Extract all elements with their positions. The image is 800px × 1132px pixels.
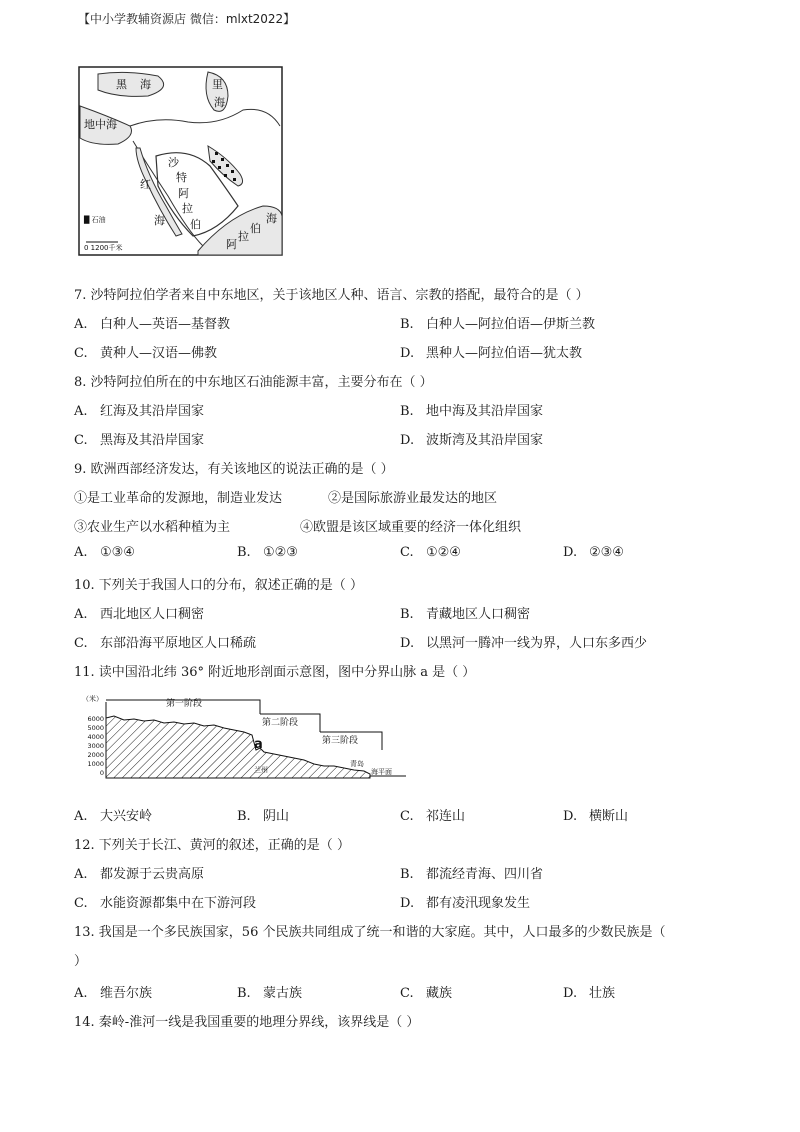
q13-option-a[interactable]: A. 维吾尔族	[74, 986, 153, 1001]
question-13-cont: ）	[74, 954, 88, 969]
map-label-caspian-2: 海	[214, 96, 225, 109]
q7-option-a[interactable]: A. 白种人—英语—基督教	[74, 317, 231, 332]
ytick-1000: 1000	[87, 760, 104, 768]
q12-option-c[interactable]: C. 水能资源都集中在下游河段	[74, 896, 257, 911]
question-9: 9. 欧洲西部经济发达，有关该地区的说法正确的是（ ）	[74, 462, 394, 477]
terrain-area	[106, 716, 370, 778]
q9-option-b[interactable]: B. ①②③	[237, 545, 298, 560]
q9-option-d[interactable]: D. ②③④	[563, 545, 624, 560]
step-2-label: 第二阶段	[262, 718, 299, 728]
q9-option-c[interactable]: C. ①②④	[400, 545, 461, 560]
q8-option-d[interactable]: D. 波斯湾及其沿岸国家	[400, 433, 544, 448]
q11-option-d[interactable]: D. 横断山	[563, 809, 629, 824]
q10-option-c[interactable]: C. 东部沿海平原地区人口稀疏	[74, 636, 257, 651]
q12-option-b[interactable]: B. 都流经青海、四川省	[400, 867, 544, 882]
q7-option-c[interactable]: C. 黄种人—汉语—佛教	[74, 346, 218, 361]
question-10: 10. 下列关于我国人口的分布，叙述正确的是（ ）	[74, 578, 363, 593]
q9-statement-1: ①是工业革命的发源地，制造业发达	[74, 491, 283, 506]
map-label-mediterranean: 地中海	[84, 118, 117, 131]
ytick-4000: 4000	[87, 733, 104, 741]
question-7: 7. 沙特阿拉伯学者来自中东地区，关于该地区人种、语言、宗教的搭配，最符合的是（ ）	[74, 288, 589, 303]
ytick-2000: 2000	[87, 751, 104, 759]
map-label-saudi-3: 阿	[178, 187, 189, 200]
q10-option-d[interactable]: D. 以黑河一腾冲一线为界，人口东多西少	[400, 636, 648, 651]
ytick-0: 0	[99, 769, 104, 777]
q9-option-a[interactable]: A. ①③④	[74, 545, 135, 560]
step-1-label: 第一阶段	[166, 699, 203, 709]
mountain-a-label: a	[254, 737, 263, 752]
map-label-red-sea-2: 海	[154, 214, 165, 227]
map-label-caspian: 里	[212, 78, 223, 91]
q10-option-b[interactable]: B. 青藏地区人口稠密	[400, 607, 531, 622]
map-label-saudi-4: 拉	[182, 202, 193, 215]
q11-option-c[interactable]: C. 祁连山	[400, 809, 466, 824]
q11-option-a[interactable]: A. 大兴安岭	[74, 809, 153, 824]
q8-option-a[interactable]: A. 红海及其沿岸国家	[74, 404, 205, 419]
map-label-saudi-5: 伯	[190, 218, 201, 231]
question-12: 12. 下列关于长江、黄河的叙述，正确的是（ ）	[74, 838, 350, 853]
q8-option-b[interactable]: B. 地中海及其沿岸国家	[400, 404, 544, 419]
terrain-profile-diagram	[74, 690, 414, 790]
q9-statement-3: ③农业生产以水稻种植为主	[74, 520, 231, 535]
q12-option-d[interactable]: D. 都有凌汛现象发生	[400, 896, 531, 911]
map-legend: █ 石油	[84, 216, 106, 224]
map-label-saudi-2: 特	[176, 171, 187, 184]
qingdao-label: 青岛	[350, 760, 364, 768]
question-11: 11. 读中国沿北纬 36° 附近地形剖面示意图，图中分界山脉 a 是（ ）	[74, 665, 476, 680]
question-14: 14. 秦岭-淮河一线是我国重要的地理分界线，该界线是（ ）	[74, 1015, 420, 1030]
ytick-6000: 6000	[87, 715, 104, 723]
ytick-3000: 3000	[87, 742, 104, 750]
q13-option-c[interactable]: C. 藏族	[400, 986, 453, 1001]
q10-option-a[interactable]: A. 西北地区人口稠密	[74, 607, 205, 622]
map-scale: 0 1200千米	[84, 244, 123, 252]
map-label-arabian-1: 海	[266, 212, 277, 225]
lanzhou-label: 兰州	[254, 766, 268, 774]
profile-unit: （米）	[82, 695, 103, 703]
question-13: 13. 我国是一个多民族国家，56 个民族共同组成了统一和谐的大家庭。其中，人口最多的少数民族是（	[74, 925, 666, 940]
q13-option-d[interactable]: D. 壮族	[563, 986, 616, 1001]
middle-east-map	[78, 66, 283, 258]
q11-option-b[interactable]: B. 阴山	[237, 809, 290, 824]
q8-option-c[interactable]: C. 黑海及其沿岸国家	[74, 433, 205, 448]
q9-statement-4: ④欧盟是该区域重要的经济一体化组织	[300, 520, 522, 535]
map-label-saudi-1: 沙	[168, 156, 179, 169]
ytick-5000: 5000	[87, 724, 104, 732]
map-label-arabian-3: 拉	[238, 230, 249, 243]
step-3-label: 第三阶段	[322, 736, 359, 746]
q13-option-b[interactable]: B. 蒙古族	[237, 986, 303, 1001]
map-label-black-sea-2: 海	[140, 78, 151, 91]
q12-option-a[interactable]: A. 都发源于云贵高原	[74, 867, 205, 882]
page-header: 【中小学教辅资源店 微信：mlxt2022】	[78, 12, 296, 26]
map-label-arabian-4: 阿	[226, 238, 237, 251]
map-label-red-sea-1: 红	[140, 178, 151, 191]
q7-option-b[interactable]: B. 白种人—阿拉伯语—伊斯兰教	[400, 317, 596, 332]
q9-statement-2: ②是国际旅游业最发达的地区	[328, 491, 498, 506]
question-8: 8. 沙特阿拉伯所在的中东地区石油能源丰富，主要分布在（ ）	[74, 375, 433, 390]
map-label-black-sea: 黑	[116, 78, 127, 91]
q7-option-d[interactable]: D. 黑种人—阿拉伯语—犹太教	[400, 346, 583, 361]
map-label-arabian-2: 伯	[250, 222, 261, 235]
sea-level-label: 海平面	[371, 768, 392, 776]
